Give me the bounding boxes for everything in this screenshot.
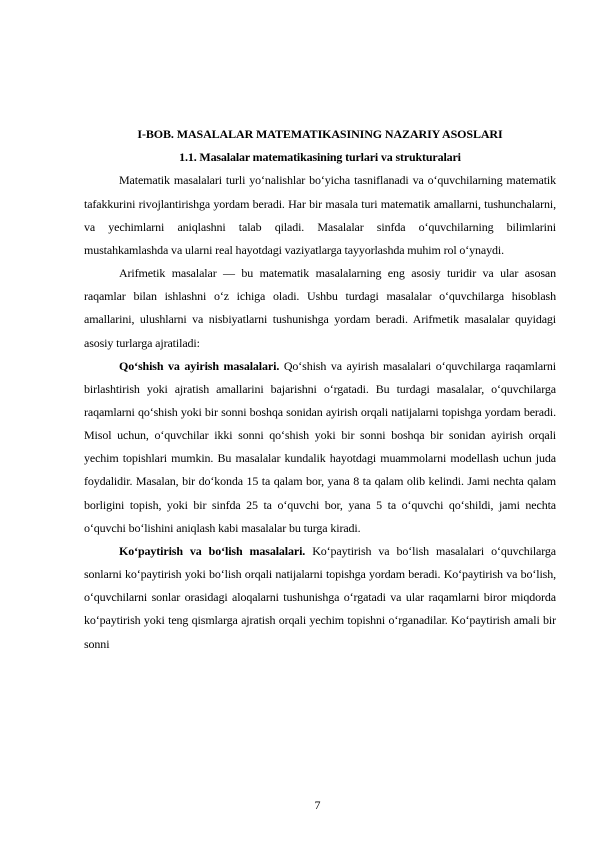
- paragraph-text: Ko‘paytirish va bo‘lish masalalari o‘quvchilarga sonlarni ko‘paytirish yoki bo‘lish orqali natijalarni topishga yordam beradi. Ko‘paytirish va bo‘lish, o‘quvchilarni sonlar orasidagi aloqalarni tushunishga o‘rgatadi va ular raqamlarni biror miqdorda ko‘paytirish yoki teng qismlarga ajratish orqali yechim topishni o‘rganadilar. Ko‘paytirish amali bir sonni: [84, 543, 556, 651]
- page-number: 7: [314, 798, 321, 812]
- paragraph: [84, 262, 556, 355]
- paragraph-text: Matematik masalalari turli yo‘nalishlar bo‘yicha tasniflanadi va o‘quvchilarning matematik tafakkurini rivojlantirishga yordam beradi. Har bir masala turi matematik amallarni, tushunchalarni, va yechimlarni aniqlashni talab qiladi. Masalalar sinfda o‘quvchilarning bilimlarini mustahkamlashda va ularni real hayotdagi vaziyatlarga tayyorlashda muhim rol o‘ynaydi.: [84, 173, 556, 257]
- paragraph-text: Arifmetik masalalar — bu matematik masalalarning eng asosiy turidir va ular asosan raqamlar bilan ishlashni o‘z ichiga oladi. Ushbu turdagi masalalar o‘quvchilarga hisoblash amallarini, ulushlarni va nisbiyatlarni tushunishga yordam beradi. Arifmetik masalalar quyidagi asosiy turlarga ajratiladi:: [84, 266, 556, 350]
- paragraph-lead: Ko‘paytirish va bo‘lish masalalari.: [119, 543, 306, 558]
- page-body: [84, 123, 556, 656]
- section-title: 1.1. Masalalar matematikasining turlari va strukturalari: [179, 150, 461, 165]
- paragraph-lead: Qo‘shish va ayirish masalalari.: [119, 358, 280, 373]
- paragraph: [84, 540, 556, 656]
- paragraph-text: Qo‘shish va ayirish masalalari o‘quvchilarga raqamlarni birlashtirish yoki ajratish amallarini bajarishni o‘rgatadi. Bu turdagi masalalar, o‘quvchilarga raqamlarni qo‘shish yoki bir sonni boshqa sonidan ayirish orqali natijalarni topishga yordam beradi. Misol uchun, o‘quvchilar ikki sonni qo‘shish yoki bir sonni boshqa bir sonidan ayirish orqali yechim topishlari mumkin. Bu masalalar kundalik hayotdagi muammolarni modellash uchun juda foydalidir. Masalan, bir do‘konda 15 ta qalam bor, yana 8 ta qalam olib kelindi. Jami nechta qalam borligini topish, yoki bir sinfda 25 ta o‘quvchi bor, yana 5 ta o‘quvchi qo‘shildi, jami nechta o‘quvchi bo‘lishini aniqlash kabi masalalar bu turga kiradi.: [84, 358, 557, 535]
- paragraph: [84, 355, 556, 540]
- paragraph: [84, 169, 556, 262]
- chapter-title: I-BOB. MASALALAR MATEMATIKASINING NAZARIY ASOSLARI: [137, 127, 503, 141]
